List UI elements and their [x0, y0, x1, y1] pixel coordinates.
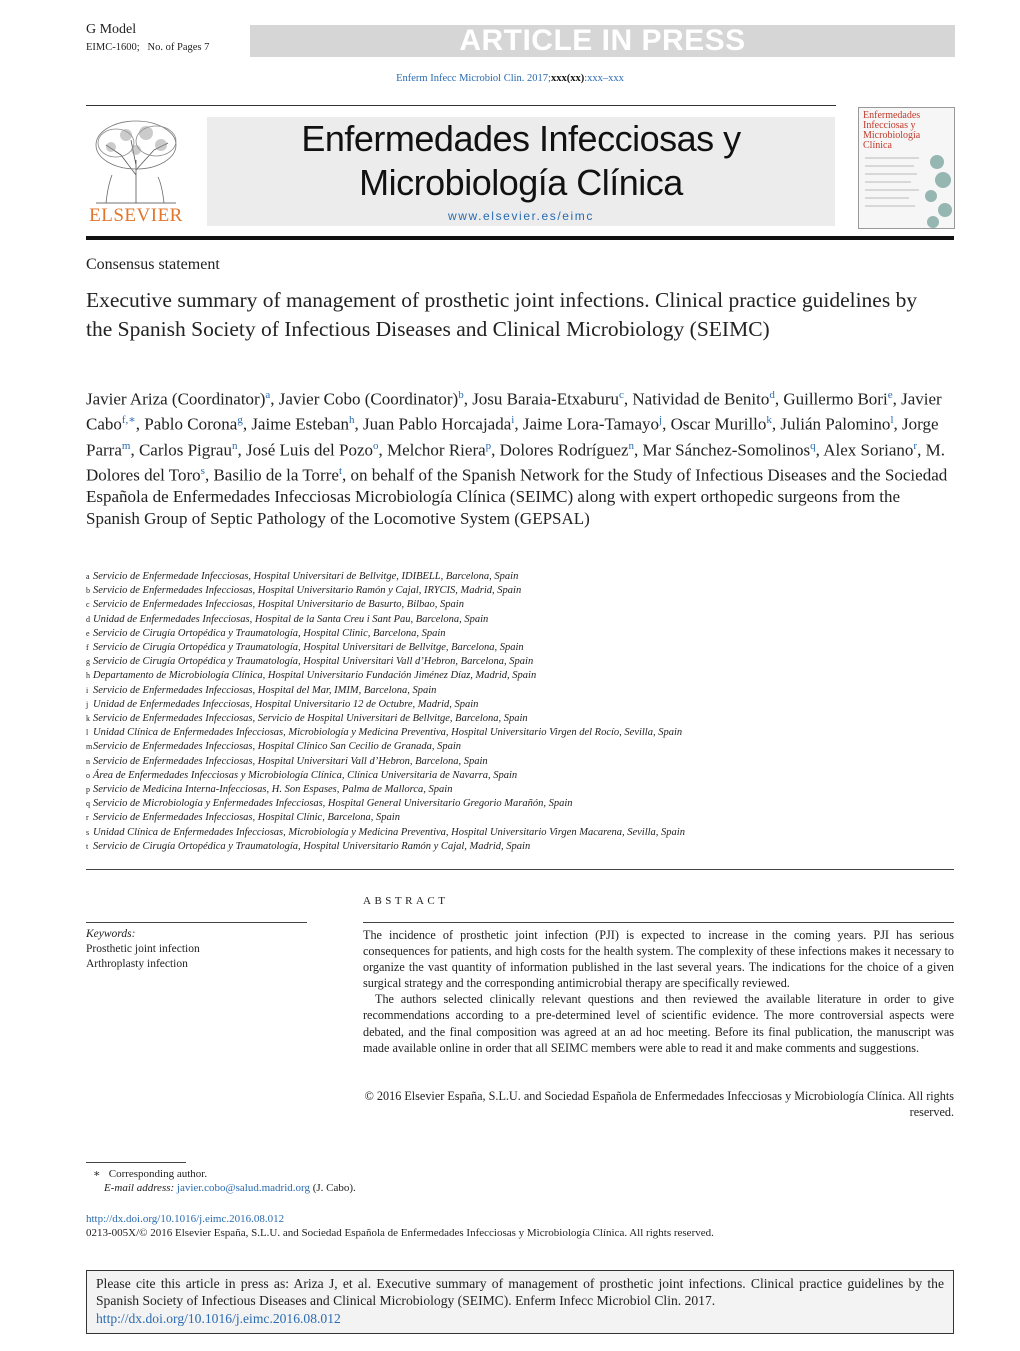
author-affiliation-mark[interactable]: j: [659, 414, 663, 427]
author-name: Melchor Riera: [387, 440, 486, 460]
author-name: Dolores Rodríguez: [499, 440, 629, 460]
keyword-item: Arthroplasty infection: [86, 958, 188, 970]
banner-text: ARTICLE IN PRESS: [459, 24, 746, 57]
affiliation-row: [86, 769, 954, 783]
author-affiliation-mark[interactable]: f,∗: [121, 414, 136, 427]
author-name: Josu Baraia-Etxaburu: [472, 389, 620, 409]
author-affiliation-mark[interactable]: g: [237, 414, 243, 427]
affiliation-text: Servicio de Medicina Interna-Infecciosas, H. Son Espases, Palma de Mallorca, Spain: [93, 784, 453, 796]
affiliation-label: m: [86, 742, 93, 752]
journal-url[interactable]: www.elsevier.es/eimc: [447, 209, 595, 223]
author-name: Javier Cabo: [86, 389, 942, 434]
affiliation-text: Unidad Clínica de Enfermedades Infecciosas, Microbiología y Medicina Preventiva, Hospital Universitario Virgen del Rocío, Sevilla, Spain: [93, 727, 683, 739]
citation-pages: :xxx–xxx: [584, 73, 624, 84]
issn-copyright: 0213-005X/© 2016 Elsevier España, S.L.U. and Sociedad Española de Enfermedades Infecciosas y Microbiología Clínica. All rights reserved.: [86, 1227, 714, 1239]
elsevier-logo[interactable]: [86, 115, 186, 230]
affiliation-row: [86, 613, 954, 627]
affiliation-row: [86, 698, 954, 712]
author-list: Javier Ariza (Coordinator)$^a$, Javier Cobo (Coordinator)$^b$, Josu Baraia-Etxaburu$^c$, Natividad de Benito$^d$, Guillermo Bori$^e$, Javier Cabo$^{f,∗}$, Pablo Corona$^g$, Jaime Esteban$^h$, Juan Pablo Horcajada$^i$, Jaime Lora-Tamayo$^j$, Oscar Murillo$^k$, Julián Palomino$^l$, Jorge Parra$^m$, Carlos Pigrau$^n$, José Luis del Pozo$^o$, Melchor Riera$^p$, Dolores Rodríguez$^n$, Mar Sánchez-Somolinos$^q$, Alex Soriano$^r$, M. Dolores del Toro$^s$, Basilio de la Torre$^t$, on behalf of the Spanish Network for the Study of Infectious Diseases and the Sociedad Española de Enfermedades Infecciosas Microbiología Clínica (SEIMC) along with expert orthopedic surgeons from the Spanish Group of Septic Pathology of the Locomotive System (GEPSAL): [86, 389, 948, 528]
author-name: Basilio de la Torre: [213, 465, 339, 485]
author-affiliation-mark[interactable]: r: [913, 439, 918, 452]
cover-title: [859, 108, 954, 154]
affiliation-text: Unidad de Enfermedades Infecciosas, Hospital de la Santa Creu i Sant Pau, Barcelona, Spain: [93, 613, 489, 625]
author-name: Juan Pablo Horcajada: [363, 414, 512, 434]
author-affiliation-mark[interactable]: n: [628, 439, 635, 452]
cite-doi-link[interactable]: http://dx.doi.org/10.1016/j.eimc.2016.08.012: [96, 1310, 341, 1326]
author-affiliation-mark[interactable]: s: [200, 464, 205, 477]
author-name: Guillermo Bori: [783, 389, 888, 409]
affiliation-label: t: [86, 841, 89, 851]
author-name: Jaime Lora-Tamayo: [522, 414, 659, 434]
email-link[interactable]: javier.cobo@salud.madrid.org: [176, 1182, 310, 1194]
author-affiliation-mark[interactable]: b: [458, 389, 464, 401]
author-affiliation-mark[interactable]: i: [511, 414, 515, 427]
author-affiliation-mark[interactable]: t: [338, 464, 342, 477]
author-name: José Luis del Pozo: [245, 440, 373, 460]
affiliation-row: [86, 641, 954, 655]
journal-title-line2: Microbiología Clínica: [359, 162, 683, 203]
affiliation-text: Servicio de Enfermedade Infecciosas, Hospital Universitari de Bellvitge, IDIBELL, Barcelona, Spain: [93, 571, 519, 582]
cover-title-line2: Infecciosas y: [863, 120, 916, 131]
affiliation-label: k: [86, 714, 90, 724]
page-count: No. of Pages 7: [147, 42, 210, 53]
affiliation-row: [86, 669, 954, 683]
affiliation-label: n: [86, 756, 90, 766]
journal-title-line1: Enfermedades Infecciosas y: [301, 118, 741, 159]
affiliation-text: Servicio de Enfermedades Infecciosas, Hospital Universitario Ramón y Cajal, IRYCIS, Madrid, Spain: [93, 585, 522, 597]
cover-title-line4: Clínica: [863, 140, 892, 151]
footnote-rule: [86, 1162, 186, 1163]
author-affiliation-mark[interactable]: e: [887, 389, 893, 401]
author-affiliation-mark[interactable]: l: [890, 414, 894, 427]
journal-citation[interactable]: [0, 73, 1020, 84]
masthead-rule: [86, 105, 836, 106]
affiliation-row: [86, 840, 954, 854]
author-affiliation-mark[interactable]: o: [373, 439, 379, 452]
affiliation-text: Unidad Clínica de Enfermedades Infecciosas, Microbiología y Medicina Preventiva, Hospital Universitario Virgen Macarena, Sevilla, Spain: [93, 826, 685, 838]
affiliation-row: [86, 726, 954, 740]
affiliation-list: [86, 570, 954, 854]
corresponding-text: Corresponding author.: [108, 1168, 208, 1180]
manuscript-info: [86, 42, 209, 53]
affiliation-label: p: [86, 785, 90, 795]
author-name: Javier Cobo (Coordinator): [278, 389, 459, 409]
email-note: [104, 1182, 356, 1194]
affiliation-label: j: [86, 699, 89, 709]
affiliation-text: Servicio de Enfermedades Infecciosas, Hospital Clínic, Barcelona, Spain: [93, 812, 400, 824]
affiliation-label: r: [86, 813, 89, 823]
article-in-press-banner: [250, 25, 955, 57]
affiliation-row: [86, 740, 954, 754]
author-affiliation-mark[interactable]: q: [810, 439, 816, 452]
g-model-label: G Model: [86, 22, 137, 37]
author-affiliation-mark[interactable]: k: [766, 414, 772, 427]
affiliation-row: [86, 627, 954, 641]
affiliation-row: [86, 826, 954, 840]
affiliation-row: [86, 755, 954, 769]
keywords-block: [86, 927, 316, 972]
affiliation-text: Servicio de Enfermedades Infecciosas, Hospital Clínico San Cecilio de Granada, Spain: [93, 741, 462, 753]
author-name: Mar Sánchez-Somolinos: [642, 440, 811, 460]
affiliation-label: q: [86, 799, 90, 809]
affiliation-text: Servicio de Cirugía Ortopédica y Traumatología, Hospital Universitario Ramón y Cajal, Madrid, Spain: [93, 840, 531, 852]
affiliation-label: s: [86, 827, 90, 837]
affiliation-text: Servicio de Enfermedades Infecciosas, Hospital Universitario de Basurto, Bilbao, Spain: [93, 599, 464, 611]
affiliation-label: c: [86, 600, 90, 610]
corresponding-mark: ∗: [93, 1168, 101, 1180]
author-affiliation-mark[interactable]: c: [619, 389, 624, 401]
affiliation-label: f: [86, 643, 89, 653]
affiliation-row: [86, 797, 954, 811]
author-name: Julián Palomino: [780, 414, 891, 434]
affiliation-text: Servicio de Cirugía Ortopédica y Traumatología, Hospital Universitari Vall d’Hebron, Barcelona, Spain: [93, 656, 534, 668]
citation-prefix: Enferm Infecc Microbiol Clin. 2017;: [396, 73, 551, 84]
elsevier-wordmark: ELSEVIER: [89, 205, 183, 226]
affiliation-label: h: [86, 671, 90, 681]
author-affiliation-mark[interactable]: a: [265, 389, 271, 401]
journal-cover-thumbnail[interactable]: [858, 107, 955, 229]
author-name: Pablo Corona: [144, 414, 238, 434]
affiliation-row: [86, 598, 954, 612]
article-type: Consensus statement: [86, 256, 220, 273]
abstract-body: [363, 927, 954, 1056]
affiliation-text: Servicio de Enfermedades Infecciosas, Servicio de Hospital Universitari de Bellvitge, Barcelona, Spain: [93, 713, 528, 725]
masthead-thick-rule: [86, 236, 954, 240]
abstract-copyright: © 2016 Elsevier España, S.L.U. and Sociedad Española de Enfermedades Infecciosas y Microbiología Clínica. All rights reserved.: [364, 1089, 954, 1120]
abstract-paragraph: The authors selected clinically relevant questions and then reviewed the available literature in order to give recommendations according to a pre-determined level of scientific evidence. The more controversial aspects were debated, and the final composition was agreed at an ad hoc meeting. Before its final publication, the manuscript was made available online in order that all SEIMC members were able to read it and make comments and suggestions.: [363, 992, 954, 1055]
abstract-rule: [363, 922, 954, 923]
affiliation-text: Servicio de Microbiología y Enfermedades Infecciosas, Hospital General Universitario Gregorio Marañón, Spain: [93, 798, 573, 810]
author-affiliation-mark[interactable]: m: [121, 439, 131, 452]
manuscript-id: EIMC-1600;: [86, 42, 140, 53]
author-name: Alex Soriano: [823, 440, 914, 460]
email-label: E-mail address:: [104, 1182, 175, 1194]
affiliation-label: i: [86, 685, 89, 695]
cover-title-line3: Microbiología: [863, 130, 921, 141]
author-name: Jorge Parra: [86, 414, 939, 460]
abstract-heading: ABSTRACT: [363, 895, 449, 907]
affiliation-text: Área de Enfermedades Infecciosas y Microbiología Clínica, Clínica Universitaria de Navarra, Spain: [93, 769, 518, 781]
email-owner: (J. Cabo).: [312, 1182, 356, 1194]
author-name: Natividad de Benito: [632, 389, 770, 409]
keywords-rule: [86, 922, 307, 923]
author-affiliation-mark[interactable]: n: [231, 439, 238, 452]
affiliation-label: o: [86, 770, 90, 780]
journal-title: [207, 117, 835, 205]
keyword-item: Prosthetic joint infection: [86, 943, 200, 955]
affiliation-label: e: [86, 628, 90, 638]
affiliation-text: Unidad de Enfermedades Infecciosas, Hospital Universitario 12 de Octubre, Madrid, Spain: [93, 698, 479, 710]
author-name: Carlos Pigrau: [138, 440, 232, 460]
abstract-paragraph: The incidence of prosthetic joint infection (PJI) is expected to increase in the coming years. PJI has serious consequences for patients, and high costs for the health system. The complexity of these infections makes it necessary to organize the vast quantity of information published in the last several years. The indications for the choice of a given surgical strategy and the corresponding antimicrobial therapy are specifically reviewed.: [363, 928, 954, 991]
affiliation-label: l: [86, 728, 89, 738]
author-name: Oscar Murillo: [670, 414, 767, 434]
article-title: Executive summary of management of prosthetic joint infections. Clinical practice guidelines by the Spanish Society of Infectious Diseases and Clinical Microbiology (SEIMC): [86, 288, 918, 341]
keywords-heading: Keywords:: [86, 928, 136, 940]
affiliation-row: [86, 570, 954, 584]
author-affiliation-mark[interactable]: h: [349, 414, 355, 427]
cover-title-line1: Enfermedades: [863, 110, 921, 121]
affiliation-text: Servicio de Cirugía Ortopédica y Traumatología, Hospital Universitari de Bellvitge, Barcelona, Spain: [93, 642, 524, 654]
cite-box-text: [96, 1275, 944, 1327]
cite-text: Please cite this article in press as: Ariza J, et al. Executive summary of management of prosthetic joint infections. Clinical practice guidelines by the Spanish Society of Infectious Diseases and Clinical Microbiology (SEIMC). Enferm Infecc Microbiol Clin. 2017.: [96, 1276, 944, 1309]
affiliation-label: d: [86, 614, 90, 624]
affiliation-text: Servicio de Enfermedades Infecciosas, Hospital del Mar, IMIM, Barcelona, Spain: [93, 684, 437, 696]
authors-group-statement: on behalf of the Spanish Network for the Study of Infectious Diseases and the Sociedad Española de Enfermedades Infecciosas Microbiología Clínica (SEIMC) along with expert orthopedic surgeons from the Spanish Group of Septic Pathology of the Locomotive System (GEPSAL): [86, 465, 948, 528]
affiliation-label: b: [86, 586, 90, 596]
affiliation-row: [86, 783, 954, 797]
affiliation-row: [86, 811, 954, 825]
affiliation-text: Departamento de Microbiología Clínica, Hospital Universitario Fundación Jiménez Díaz, Madrid, Spain: [93, 670, 537, 682]
cover-artwork-icon: [859, 152, 954, 229]
citation-volume: xxx(xx): [550, 73, 585, 84]
section-rule: [86, 869, 954, 870]
affiliation-row: [86, 584, 954, 598]
affiliation-label: a: [86, 572, 90, 581]
affiliation-row: [86, 684, 954, 698]
affiliation-label: g: [86, 657, 90, 667]
author-name: Jaime Esteban: [251, 414, 350, 434]
affiliation-text: Servicio de Enfermedades Infecciosas, Hospital Universitari Vall d’Hebron, Barcelona, Spain: [93, 755, 488, 767]
author-name: M. Dolores del Toro: [86, 440, 945, 485]
affiliation-row: [86, 655, 954, 669]
affiliation-row: [86, 712, 954, 726]
author-name: Javier Ariza (Coordinator): [86, 389, 266, 409]
author-affiliation-mark[interactable]: d: [769, 389, 775, 401]
doi-link[interactable]: http://dx.doi.org/10.1016/j.eimc.2016.08.012: [86, 1213, 285, 1225]
corresponding-author-note: [93, 1167, 207, 1180]
author-affiliation-mark[interactable]: p: [485, 439, 492, 452]
affiliation-text: Servicio de Cirugía Ortopédica y Traumatología, Hospital Clinic, Barcelona, Spain: [93, 627, 446, 639]
